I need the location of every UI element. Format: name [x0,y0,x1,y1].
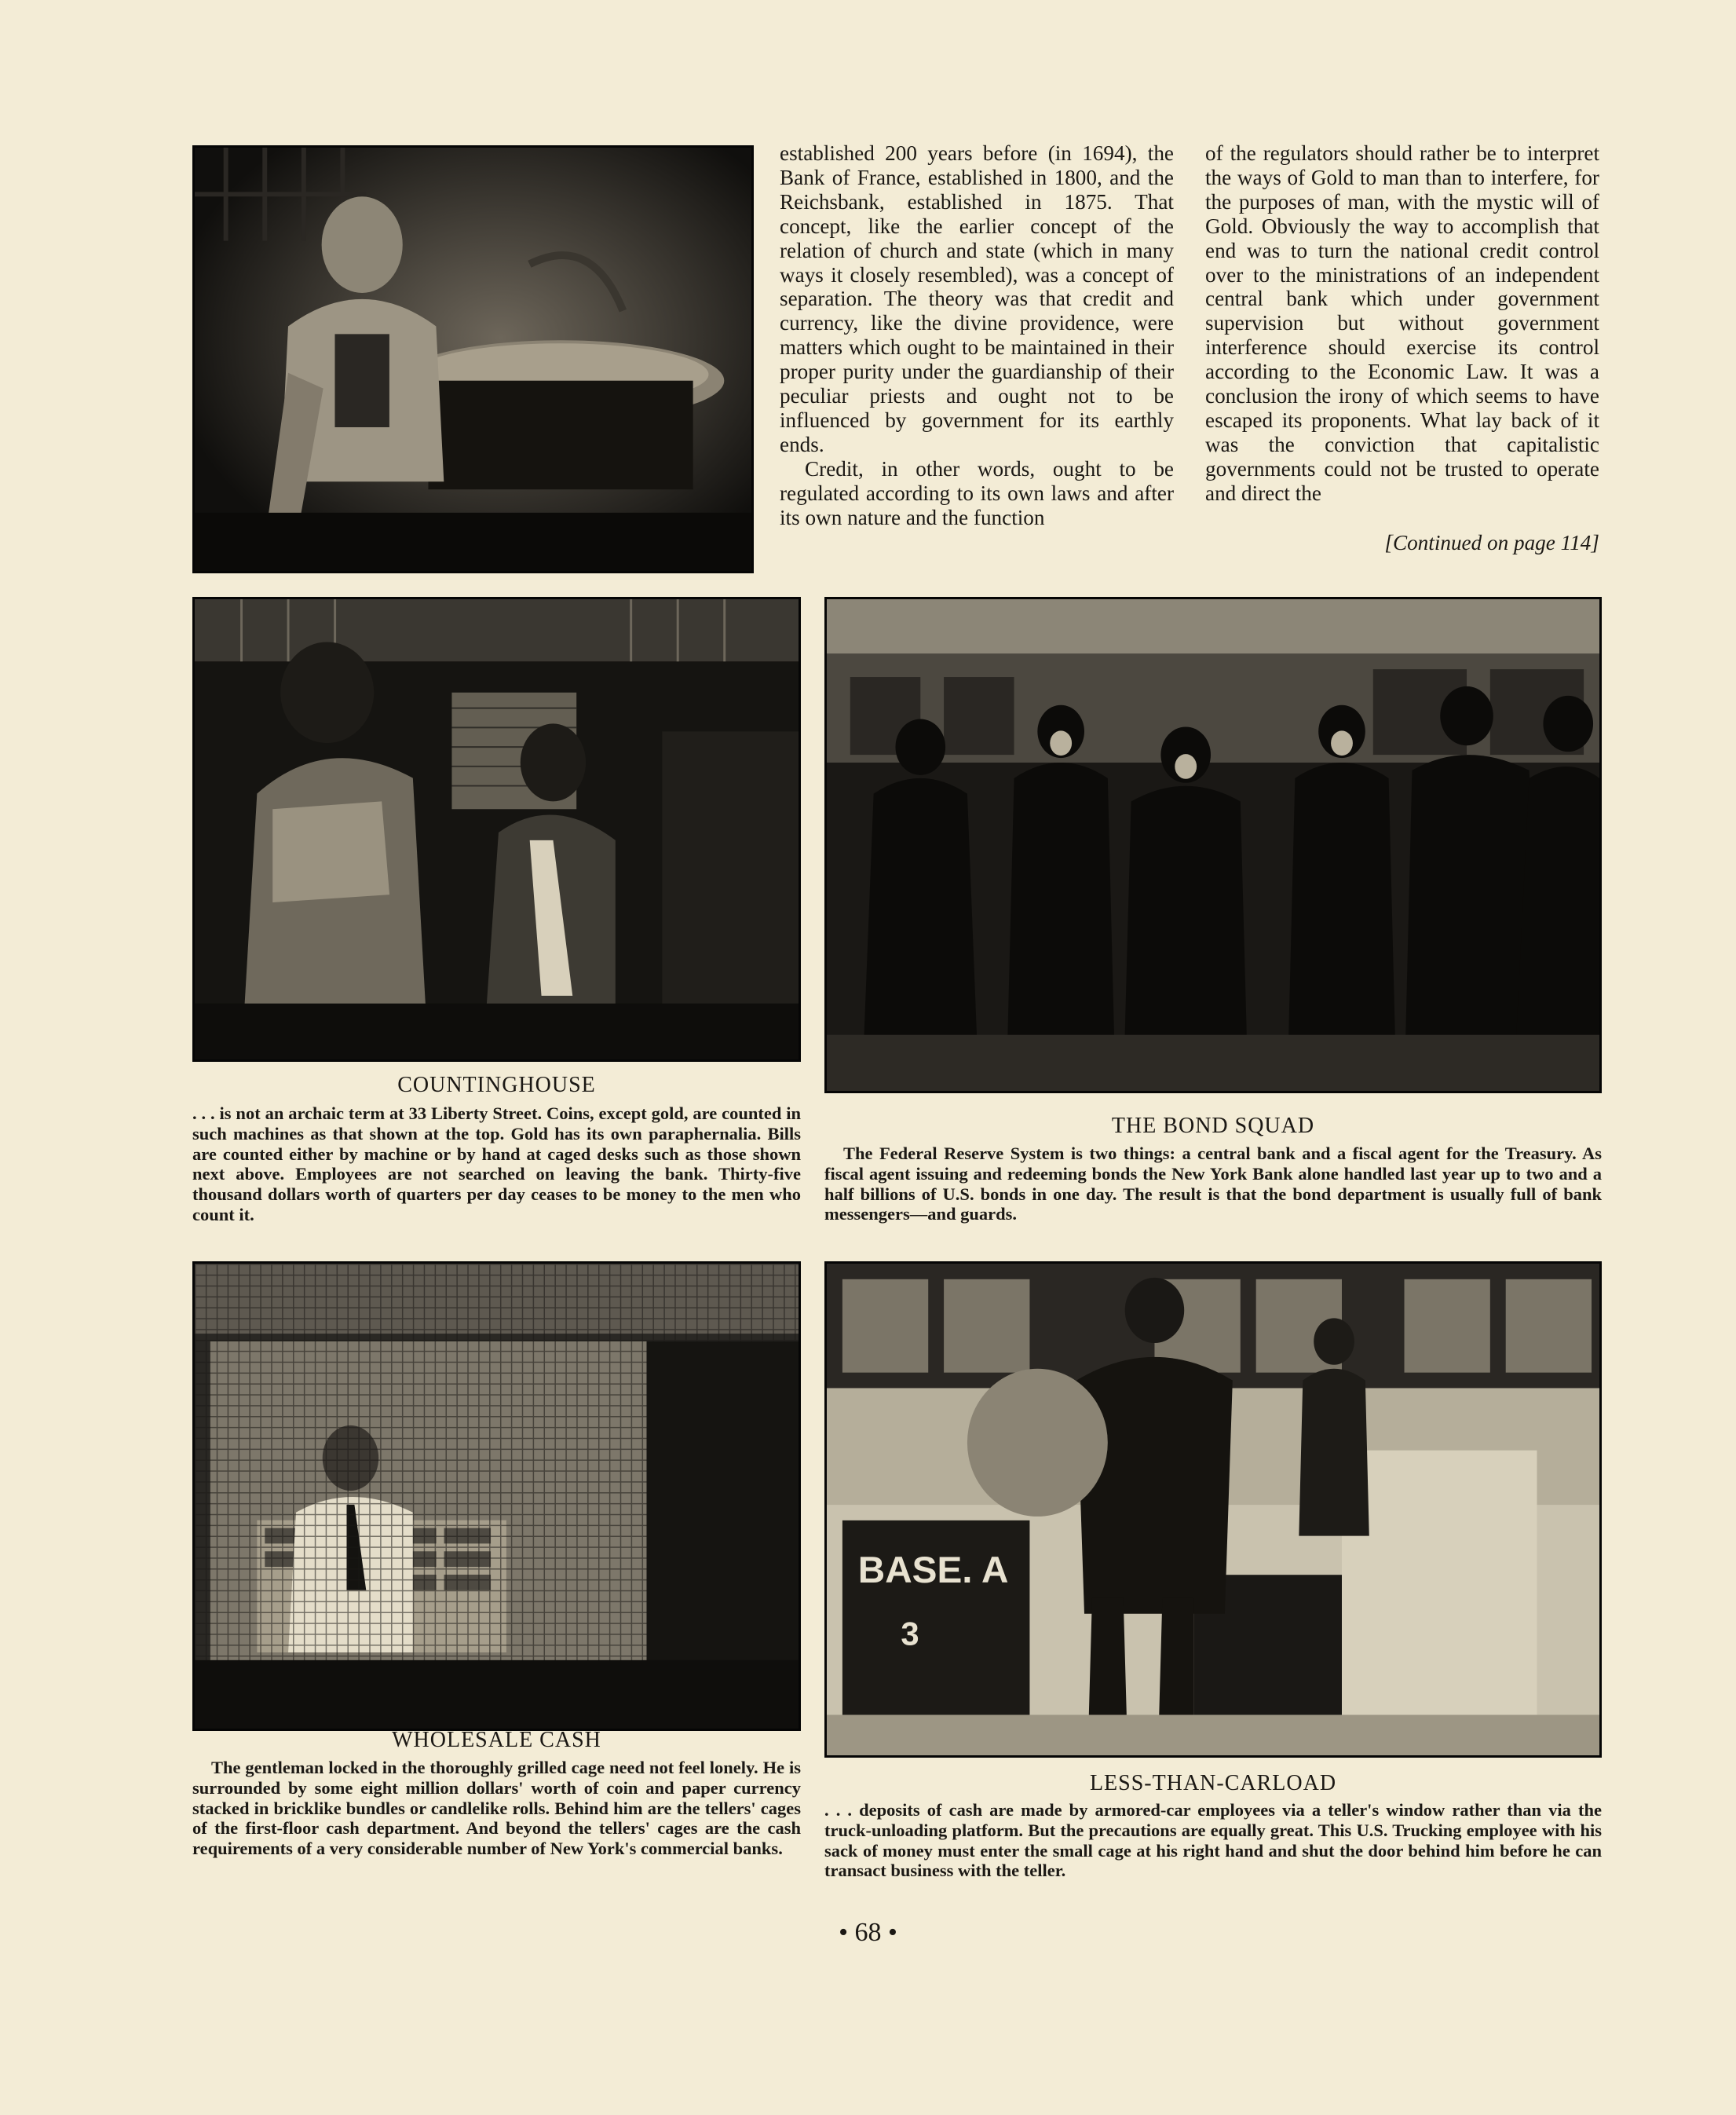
caption-title-countinghouse: COUNTINGHOUSE [397,1073,596,1097]
photo-less-than-carload [824,1261,1602,1758]
carload-image [827,1264,1599,1755]
caption-text-countinghouse: . . . is not an archaic term at 33 Liberty Street. Coins, except gold, are counted in such machines as that shown at the top. Gold has its own paraphernalia. Bills are counted either by machine or by hand at caged desks such as those shown next above. Employees are not searched on leaving the bank. Thirty-five thousand dollars worth of quarters per day ceases to be money to the men who count it. [192,1103,801,1224]
page-number: • 68 • [839,1918,897,1947]
wholesale-cash-image [195,1264,799,1729]
article-paragraph: established 200 years before (in 1694), the Bank of France, established in 1800, and the Reichsbank, established in 1875. That concept, like the earlier concept of the relation of church and state (which in many ways it closely resembled), was a concept of separation. The theory was that credit and currency, like the divine providence, were matters which ought to be maintained in their proper purity under the guardianship of their peculiar priests and ought not to be influenced by government for its earthly ends. [780,141,1174,456]
caption-text-carload: . . . deposits of cash are made by armored-car employees via a teller's window rather than via the truck-unloading platform. But the precautions are equally great. This U.S. Trucking employee with his sack of money must enter the small cage at his right hand and shut the door behind him before he can transact business with the teller. [824,1800,1602,1881]
article-paragraph: Credit, in other words, ought to be regulated according to its own laws and after its own nature and the function [780,456,1174,529]
article-column-right [1205,141,1599,506]
photo-wholesale-cash [192,1261,801,1731]
caption-title-bond-squad: THE BOND SQUAD [1111,1114,1315,1138]
article-paragraph: of the regulators should rather be to interpret the ways of Gold to man than to interfere, for the purposes of man, with the mystic will of Gold. Obviously the way to accomplish that end was to turn the national credit control over to the ministrations of an independent central bank which under government supervision but without government interference should exercise its control according to the Economic Law. It was a conclusion the irony of which seems to have escaped its proponents. What lay back of it was the conviction that capitalistic governments could not be trusted to operate and direct the [1205,141,1599,505]
photo-countinghouse [192,597,801,1062]
caption-text-wholesale-cash: The gentleman locked in the thoroughly grilled cage need not feel lonely. He is surrounded by some eight million dollars' worth of coin and paper currency stacked in bricklike bundles or candlelike rolls. Behind him are the tellers' cages of the first-floor cash department. And beyond the tellers' cages are the cash requirements of a very considerable number of New York's commercial banks. [192,1758,801,1859]
sign-text-base: BASE. A [857,1550,1009,1592]
photo-bond-squad [824,597,1602,1093]
caption-text-bond-squad: The Federal Reserve System is two things: a central bank and a fiscal agent for the Treasury. As fiscal agent issuing and redeeming bonds the New York Bank alone handled last year up to two and a half billions of U.S. bonds in one day. The result is that the bond department is usually full of bank messengers—and guards. [824,1143,1602,1224]
continued-note: [Continued on page 114] [1384,531,1599,554]
caption-title-wholesale-cash: WHOLESALE CASH [392,1728,601,1752]
sign-text-number: 3 [901,1615,919,1652]
countinghouse-image [195,599,799,1059]
article-column-middle [780,141,1174,530]
caption-title-carload: LESS-THAN-CARLOAD [1089,1771,1337,1795]
photo-coin-counter [192,145,754,573]
coin-counter-image [195,148,751,571]
bond-squad-image [827,599,1599,1091]
